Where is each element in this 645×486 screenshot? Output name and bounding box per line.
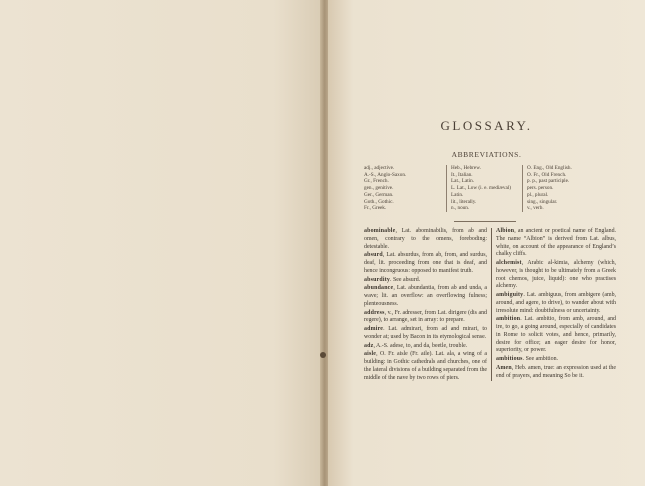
definition: , O. Fr. aisle (Fr. aile). Lat. ala, a wing of a building: in Gothic cathedrals and churches, one of the lateral divisions of a building separated from the middle of the nave by two rows of piers. [364,351,488,381]
headword: address [364,309,385,316]
abbreviation: p. p., past participle. [527,178,570,185]
glossary-entry [364,285,487,308]
glossary-entry [496,292,616,315]
glossary-entry [496,228,616,259]
abbreviation: O. Fr., Old French. [527,171,567,178]
definition: . See ambition. [522,356,559,362]
right-page [328,0,645,486]
headword: ambiguity [496,292,524,298]
definition: , Lat. absurdus, from ab, from, and surdus, deaf, lit. proceeding from one that is deaf, and hence incongruous: opposed to manifest truth. [364,252,487,274]
headword: abominable [364,228,396,234]
glossary-entry [496,365,616,381]
abbreviation: O. Eng., Old English. [527,165,572,171]
abbreviation: gen., genitive. [364,185,394,192]
glossary-entry [496,260,616,291]
page-title: GLOSSARY. [440,118,533,133]
headword: aisle [364,351,377,358]
definition: , Arabic al-kimia, alchemy (which, however, is thought to be ultimately from a Greek root chemos, juice, liquid): one who practises alchemy. [496,260,616,290]
glossary-entry [496,316,616,355]
abbreviation: Gr., French. [364,178,389,185]
left-page-blank [0,0,322,486]
section-divider [454,221,516,222]
glossary-entry [364,252,487,275]
headword: absurd [364,252,383,259]
glossary-entry [364,351,487,382]
glossary-entry [364,228,487,251]
glossary-entry [364,277,487,285]
headword: admire [364,326,384,332]
abbreviation: pl., plural. [527,191,549,198]
glossary-column-left [364,228,487,383]
abbreviation: Ger., German. [364,191,394,198]
definition: , A.-S. adese, to, and da, beetle, trouble. [373,342,468,349]
headword: ambition [496,316,521,323]
abbreviation: Fr., Greek. [364,205,387,212]
definition: . See absurd. [390,276,421,283]
definition: , Heb. amen, true: an expression used at the end of prayers, and meaning So be it. [496,364,616,379]
glossary-entry [364,343,487,351]
headword: alchemist [496,260,522,266]
binding-mark [320,352,326,358]
abbreviation: n., noun. [451,205,470,212]
abbreviation: adj., adjective. [364,165,395,171]
definition: , v., Fr. adresser, from Lat. dirigere (dis and regere), to arrange, set in array: to prepare. [364,309,487,324]
abbreviation: sing., singular. [527,198,558,205]
headword: ambitious [496,356,523,362]
definition: . Lat. admirari, from ad and mirari, to wonder at; used by Bacon in its etymological sense. [364,326,487,340]
glossary-entry [496,356,616,364]
definition: . Lat. ambiguus, from ambigere (amb, around, and agere, to drive), to wander about with irresolute mind: doubtfulness or uncertainty. [496,292,616,314]
definition: , an ancient or poetical name of England. The name “Albion” is derived from Lat. albus, white, on account of the appearance of England’s chalky cliffs. [496,228,616,258]
abbreviation: It., Italian. [451,171,473,178]
glossary-column-right [491,228,616,381]
abbreviation: L. Lat., Low (i. e. mediæval) [451,185,511,192]
abbreviation: Heb., Hebrew. [451,165,481,171]
glossary-entry [364,310,487,326]
abbreviations-column-3 [522,165,612,212]
definition: , Lat. abominabilis, from ab and omen, contrary to the omens, foreboding: detestable. [364,228,487,250]
abbreviation: v., verb. [527,205,544,212]
abbreviation: Latin. [451,191,464,198]
abbreviation: lit., literally. [451,198,477,205]
abbreviations-column-1 [364,165,444,212]
abbreviation: Lat., Latin. [451,178,475,185]
headword: Albion [496,228,515,234]
definition: . Lat. ambitio, from amb, around, and ire, to go, a going around, especially of candidates in Rome to solicit votes, and hence, primarily, desire for office; an eager desire for honor, superiority, or power. [496,316,616,354]
definition: , Lat. abundantia, from ab and unda, a wave; lit. an overflow: an overflowing fulness; plenteousness. [364,285,487,307]
abbreviation: A.-S., Anglo-Saxon. [364,171,407,178]
glossary-entry [364,326,487,342]
abbreviation: Goth., Gothic. [364,198,394,205]
abbreviations-column-2 [446,165,531,212]
headword: abundance [364,285,394,292]
headword: absurdity [364,276,391,283]
abbreviation: pers. person. [527,185,554,192]
headword: Amen [496,364,512,371]
headword: adz [364,342,374,349]
abbreviations-heading: ABBREVIATIONS. [451,150,522,159]
